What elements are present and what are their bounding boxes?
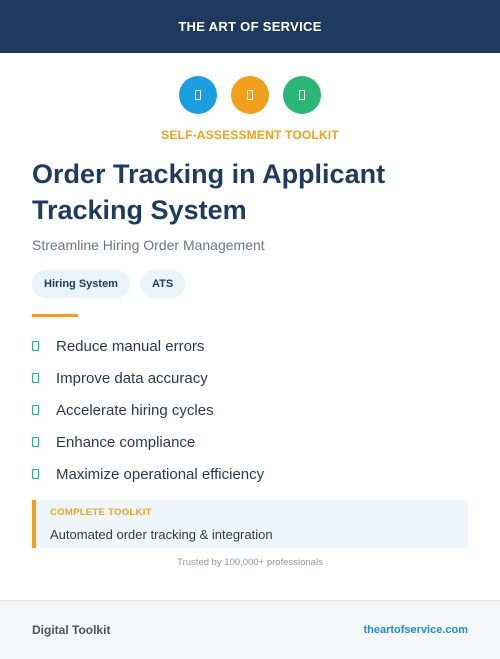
page-title: Order Tracking in Applicant Tracking System — [32, 159, 386, 225]
icon-row — [0, 76, 500, 114]
complete-toolkit-callout — [32, 500, 468, 548]
document-icon — [195, 90, 201, 100]
callout-description: Automated order tracking & integration — [50, 527, 273, 542]
document-icon — [32, 437, 39, 447]
benefit-text: Improve data accuracy — [56, 369, 208, 387]
website-link[interactable]: theartofservice.com — [363, 624, 468, 636]
document-icon — [32, 373, 39, 383]
toolkit-eyebrow: SELF-ASSESSMENT TOOLKIT — [161, 128, 339, 142]
footer — [0, 600, 500, 659]
footer-label: Digital Toolkit — [32, 623, 111, 637]
document-icon — [32, 405, 39, 415]
tag-list — [32, 270, 185, 298]
document-icon — [299, 90, 305, 100]
callout-label: COMPLETE TOOLKIT — [50, 507, 152, 518]
benefit-text: Enhance compliance — [56, 433, 196, 451]
document-icon-blue — [179, 76, 217, 114]
benefit-text: Reduce manual errors — [56, 337, 205, 355]
document-icon-green — [283, 76, 321, 114]
accent-divider — [32, 314, 78, 317]
document-icon — [32, 469, 39, 479]
benefit-text: Maximize operational efficiency — [56, 465, 265, 483]
list-item — [32, 362, 472, 394]
document-icon — [32, 341, 39, 351]
document-icon — [247, 90, 253, 100]
page-subtitle: Streamline Hiring Order Management — [32, 237, 265, 253]
brand-name: THE ART OF SERVICE — [178, 19, 322, 34]
trust-note: Trusted by 100,000+ professionals — [177, 557, 323, 568]
list-item — [32, 426, 472, 458]
benefit-list — [32, 330, 472, 490]
tag-hiring-system: Hiring System — [32, 270, 130, 298]
top-banner — [0, 0, 500, 53]
list-item — [32, 458, 472, 490]
list-item — [32, 394, 472, 426]
document-icon-orange — [231, 76, 269, 114]
benefit-text: Accelerate hiring cycles — [56, 401, 214, 419]
list-item — [32, 330, 472, 362]
tag-ats: ATS — [140, 270, 185, 298]
